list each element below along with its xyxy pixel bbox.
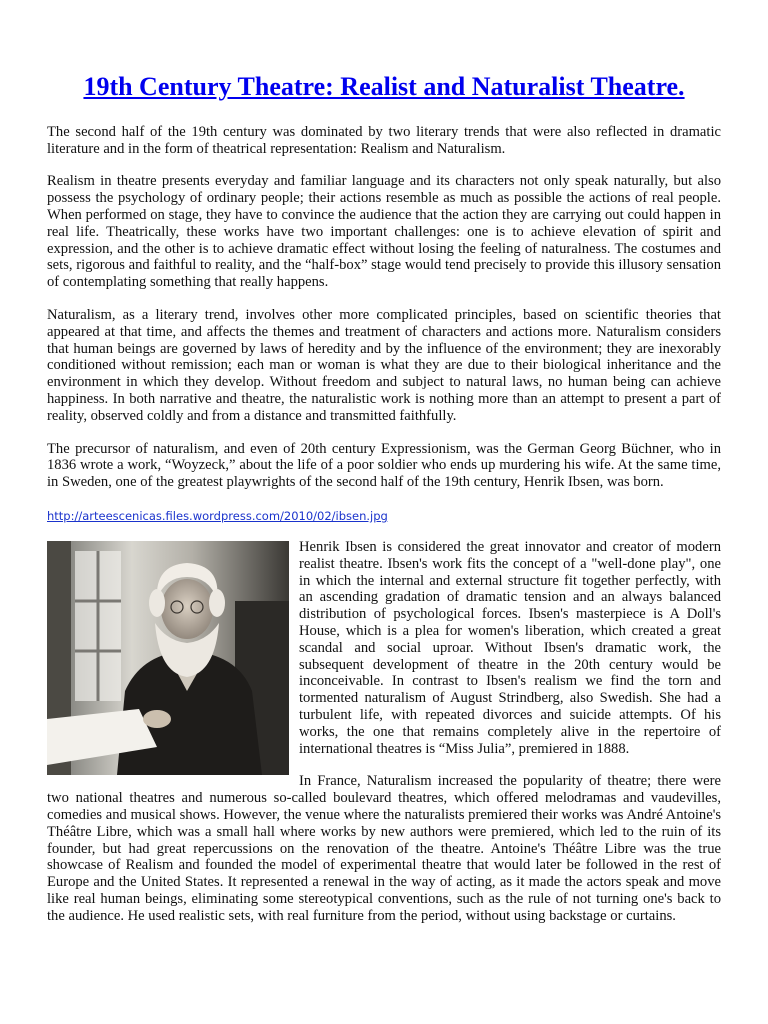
paragraph-ibsen	[47, 539, 721, 757]
paragraph-naturalism: Naturalism, as a literary trend, involves other more complicated principles, based on scientific theories that appeared at that time, and affects the themes and treatment of characters and actions more. Naturalism considers that human beings are governed by laws of heredity and by the influence of the environment; they are inexorably conditioned without remission; each man or woman is what they are due to their biological inheritance and the environment in which they develop. Without freedom and subject to natural laws, no human being can achieve happiness. In both narrative and theatre, the naturalistic work is nothing more than an attempt to present a part of reality, observed coldly and from a distance and transmitted faithfully.	[47, 307, 721, 424]
paragraph-realism: Realism in theatre presents everyday and familiar language and its characters not only speak naturally, but also possess the psychology of ordinary people; their actions resemble as much as possible the actions of real people. When performed on stage, they have to convince the audience that the action they are carrying out could happen in real life. Theatrically, these works have two important challenges: one is to achieve elevation of spirit and expression, and the other is to achieve dramatic effect without losing the feeling of naturalness. The costumes and sets, rigorous and faithful to reality, and the “half-box” stage would tend precisely to provide this illusory sensation of contemplating something that really happens.	[47, 173, 721, 291]
title-link[interactable]: 19th Century Theatre: Realist and Naturalist Theatre.	[83, 72, 685, 101]
paragraph-precursor: The precursor of naturalism, and even of 20th century Expressionism, was the German Georg Büchner, who in 1836 wrote a work, “Woyzeck,” about the life of a poor soldier who ends up murdering his wife. At the same time, in Sweden, one of the greatest playwrights of the second half of the 19th century, Henrik Ibsen, was born.	[47, 440, 721, 491]
ibsen-portrait-image	[47, 541, 289, 775]
paragraph-ibsen-text: Henrik Ibsen is considered the great innovator and creator of modern realist theatre. Ibsen's work fits the concept of a "well-done play", one in which the internal and external structure fit together perfectly, with an ascending gradation of dramatic tension and an always balanced distribution of psychological forces. Ibsen's masterpiece is A Doll's House, which is a plea for women's liberation, which created a great scandal and social uproar. Without Ibsen's dramatic work, the subsequent development of theatre in the 20th century would be inconceivable. In contrast to Ibsen's realism we find the torn and tormented naturalism of August Strindberg, also Swedish. She had a turbulent life, with repeated divorces and suicide attempts. Of his works, the one that remains completely alive in the repertoire of international theatres is “Miss Julia”, premiered in 1888.	[299, 539, 721, 757]
image-source-link[interactable]: http://arteescenicas.files.wordpress.com/2010/02/ibsen.jpg	[47, 509, 388, 524]
page-title	[47, 72, 721, 102]
paragraph-france: In France, Naturalism increased the popularity of theatre; there were two national theatres and numerous so-called boulevard theatres, which offered melodramas and vaudevilles, comedies and musical shows. However, the venue where the naturalists premiered their works was André Antoine's Théâtre Libre, which was a small hall where works by new authors were premiered, which led to the ruin of its founder, but had great repercussions on the renovation of the theatre. Antoine's Théâtre Libre was the true showcase of Realism and founded the model of experimental theatre that would later be followed in the rest of Europe and the United States. It represented a renewal in the way of acting, as it made the actors speak and move like real human beings, eliminating some stereotypical conventions, such as the rule of not turning one's back to the audience. He used realistic sets, with real furniture from the period, without using backstage or curtains.	[47, 773, 721, 924]
document-page	[47, 72, 721, 941]
paragraph-intro: The second half of the 19th century was dominated by two literary trends that were also reflected in dramatic literature and in the form of theatrical representation: Realism and Naturalism.	[47, 123, 721, 157]
